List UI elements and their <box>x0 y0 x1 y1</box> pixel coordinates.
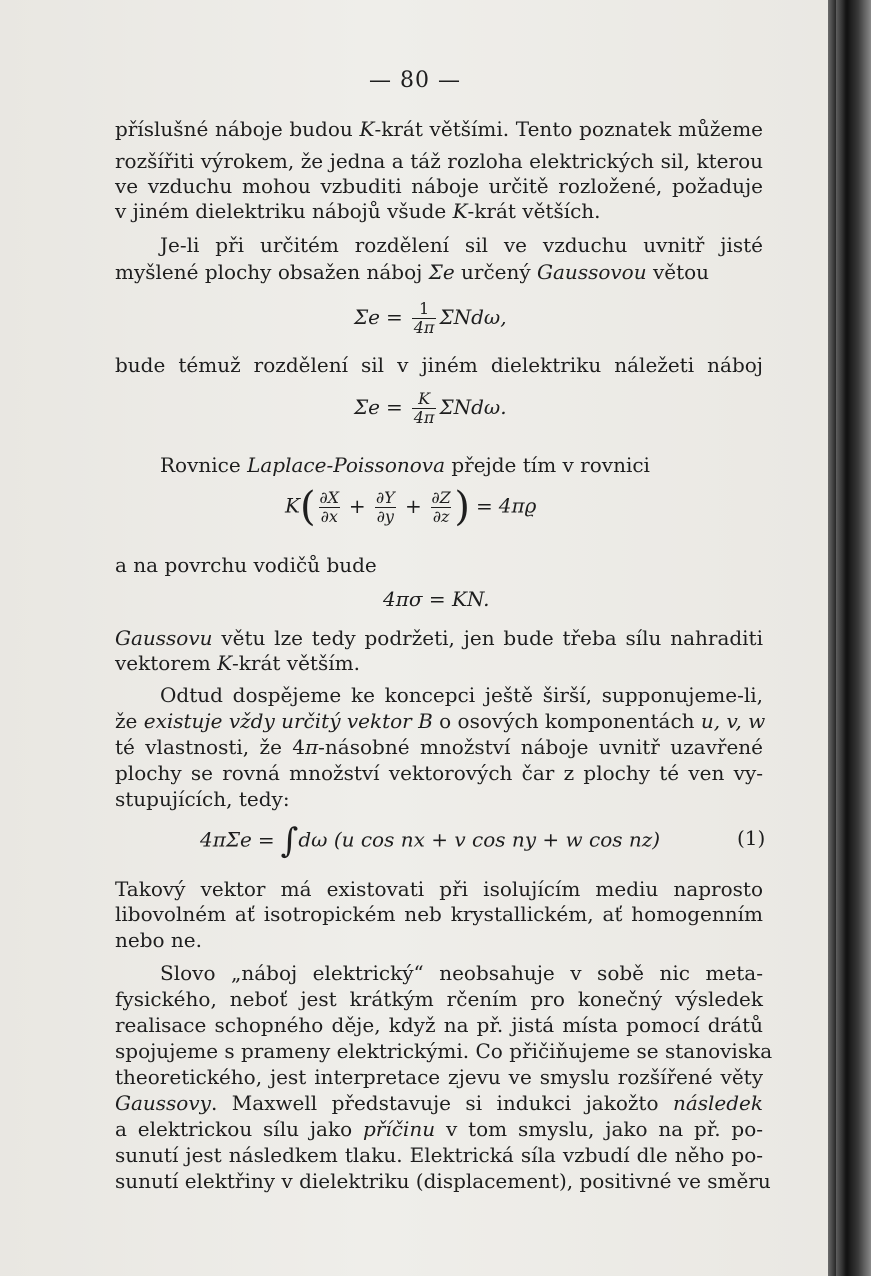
text-line-1: příslušné náboje budou K-krát většími. Tento poznatek můžeme <box>115 117 763 141</box>
text-line-10: Gaussovu větu lze tedy podržeti, jen bude třeba sílu nahraditi <box>115 626 763 650</box>
text-line-17: Takový vektor má existovati při isolujícím mediu naprosto <box>115 877 763 901</box>
text-line-19: nebo ne. <box>115 928 202 952</box>
text-line-7: bude témuž rozdělení sil v jiném dielektriku náležeti náboj <box>115 353 763 377</box>
equation-3: K( $\frac{\partial X}{\partial x}$ + $\frac{\partial Y}{\partial y}$ + $\frac{\partial Z}{\partial z}$ ) = 4πϱ <box>285 484 537 530</box>
equation-number: (1) <box>737 826 766 850</box>
text-line-25: Gaussovy. Maxwell představuje si indukci jakožto následek <box>115 1091 763 1115</box>
text-line-16: stupujících, tedy: <box>115 787 290 811</box>
equation-2: Σe = $\frac{K}{4\pi}$ ΣNdω. <box>354 389 507 427</box>
equation-5: 4πΣe = ∫dω (u cos nx + v cos ny + w cos nz) <box>200 821 661 861</box>
page-number: — 80 — <box>369 68 461 93</box>
text-line-9: a na povrchu vodičů bude <box>115 553 377 577</box>
text-line-24: theoretického, jest interpretace zjevu ve smyslu rozšířené věty <box>115 1065 763 1089</box>
text-line-8: Rovnice Laplace-Poissonova přejde tím v rovnici <box>160 453 650 477</box>
integral-sign: ∫ <box>280 821 299 861</box>
text-line-26: a elektrickou sílu jako příčinu v tom smyslu, jako na př. po- <box>115 1117 764 1141</box>
text-line-6: myšlené plochy obsažen náboj Σe určený Gaussovou větou <box>115 260 710 284</box>
text-line-27: sunutí jest následkem tlaku. Elektrická síla vzbudí dle něho po- <box>115 1143 763 1167</box>
text-line-28: sunutí elektřiny v dielektriku (displacement), positivné ve směru <box>115 1169 771 1193</box>
text-line-21: fysického, neboť jest krátkým rčením pro konečný výsledek <box>115 987 763 1011</box>
text-line-15: plochy se rovná množství vektorových čar z plochy té ven vy- <box>115 761 763 785</box>
text-line-3: ve vzduchu mohou vzbuditi náboje určitě rozložené, požaduje <box>115 174 763 198</box>
text-line-22: realisace schopného děje, když na př. jistá místa pomocí drátů <box>115 1013 763 1037</box>
text-line-5: Je-li při určitém rozdělení sil ve vzduchu uvnitř jisté <box>160 233 763 257</box>
text-line-14: té vlastnosti, že 4π-násobné množství náboje uvnitř uzavřené <box>115 735 763 759</box>
text-line-18: libovolném ať isotropickém neb krystallickém, ať homogenním <box>115 902 763 926</box>
equation-1: Σe = $\frac{1}{4\pi}$ ΣNdω, <box>354 299 507 337</box>
text-line-2: rozšířiti výrokem, že jedna a táž rozloha elektrických sil, kterou <box>115 149 763 173</box>
equation-4: 4πσ = KN. <box>383 587 490 611</box>
text-line-4: v jiném dielektriku nábojů všude K-krát větších. <box>115 199 601 223</box>
text-line-23: spojujeme s prameny elektrickými. Co přičiňujeme se stanoviska <box>115 1039 773 1063</box>
text-line-11: vektorem K-krát větším. <box>115 651 360 675</box>
spine-highlight <box>836 0 846 1276</box>
book-spine <box>828 0 871 1276</box>
text-line-13: že existuje vždy určitý vektor B o osových komponentách u, v, w <box>115 709 766 733</box>
text-line-20: Slovo „náboj elektrický“ neobsahuje v sobě nic meta- <box>160 961 763 985</box>
text-line-12: Odtud dospějeme ke koncepci ještě širší, supponujeme-li, <box>160 683 763 707</box>
